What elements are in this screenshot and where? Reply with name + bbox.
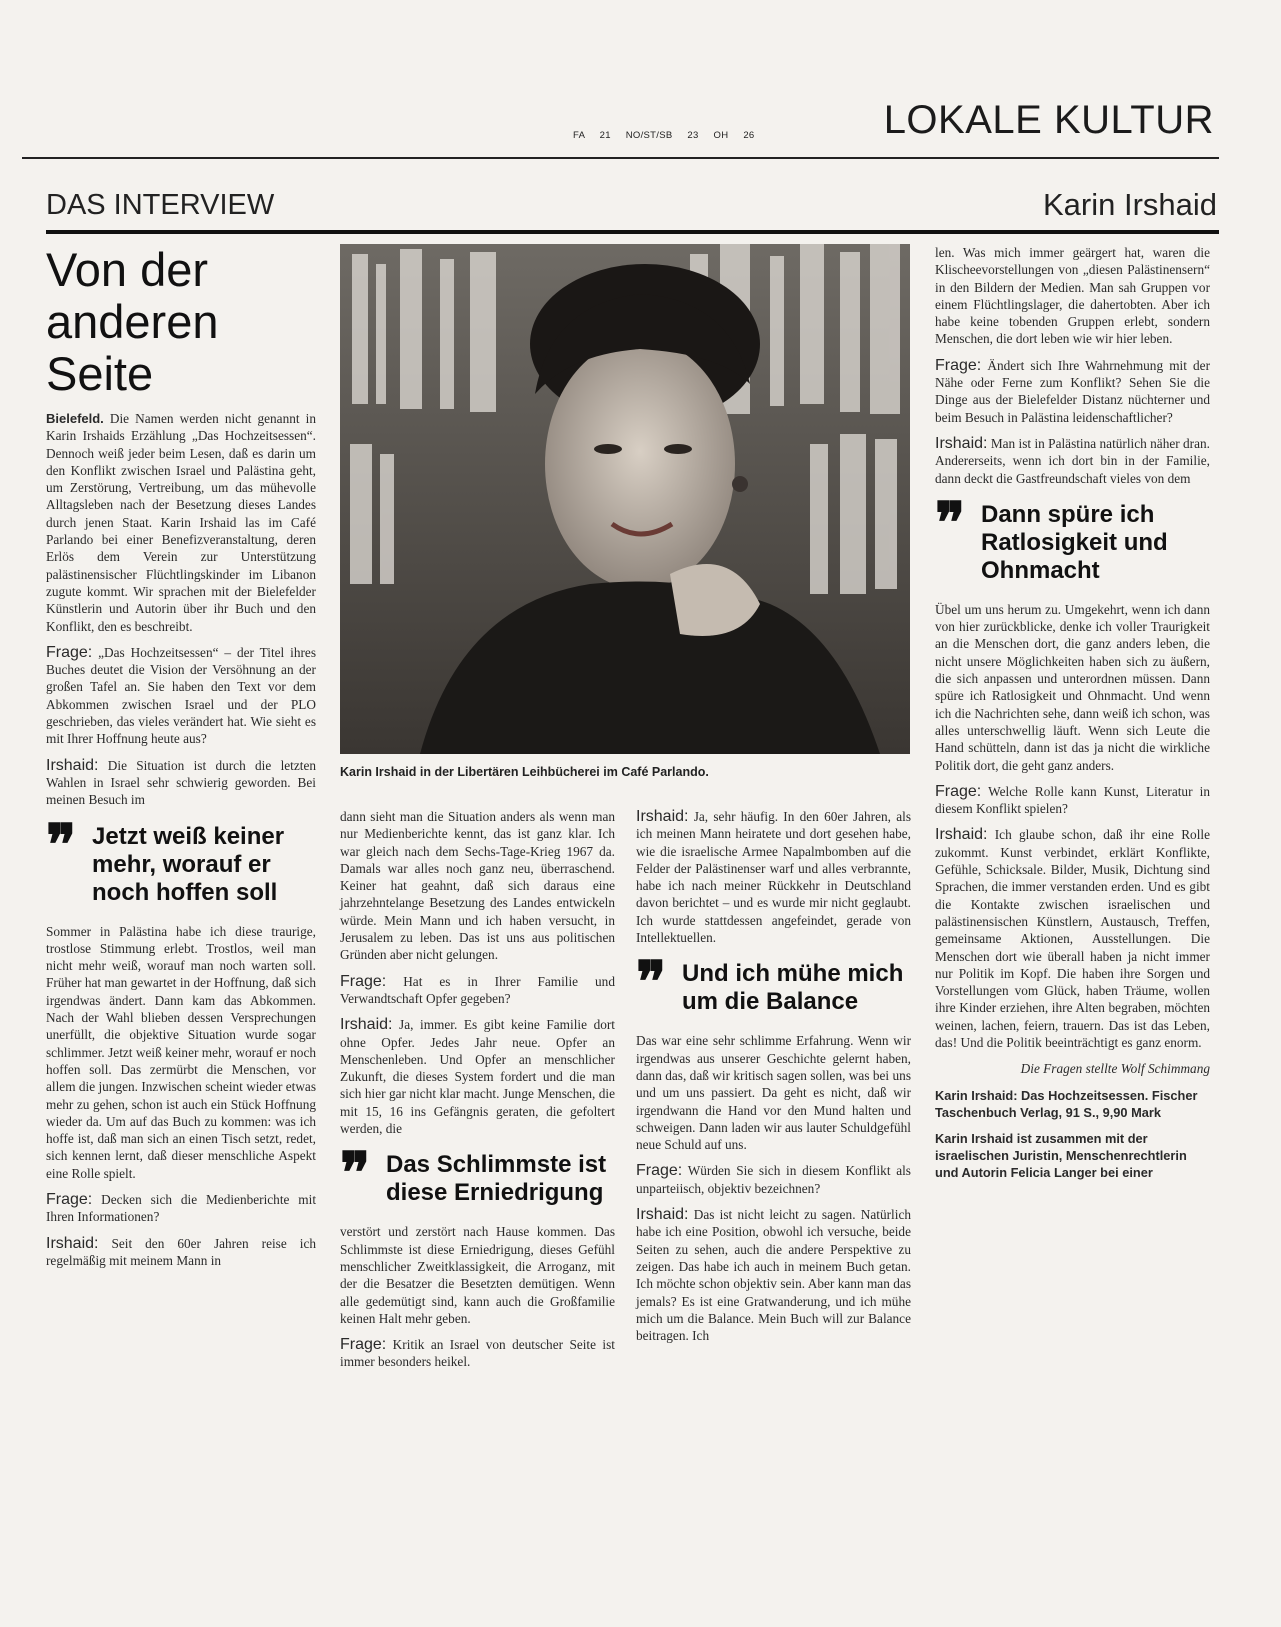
paragraph: Übel um uns herum zu. Umgekehrt, wenn ich dann von hier zurückblicke, denke ich voller Traurigkeit an die Menschen dort, die ganz anders leben, die nicht unsere Möglichkeiten haben sich zu äußern, die sich anpassen und unterordnen müssen. Dann spüre ich Ratlosigkeit und Ohnmacht. Und wenn ich die Nachrichten sehe, dann weiß ich schon, was alles unterschwellig läuft. Wenn sich Leute die Hand schütteln, dann ist das ja nicht die wirkliche Politik dort, die geht ganz anders.	[935, 601, 1210, 773]
interviewer-credit: Die Fragen stellte Wolf Schimmang	[1020, 1061, 1210, 1077]
portrait-photo	[340, 244, 910, 754]
answer-label: Irshaid:	[636, 1206, 689, 1224]
author-name: Karin Irshaid	[1042, 187, 1217, 222]
paragraph: Das war eine sehr schlimme Erfahrung. Wenn wir irgendwas aus unserer Geschichte gelernt haben, dann das, daß wir kritisch sagen sollen, was bei uns und um uns passiert. Da geht es nicht, daß wir irgendwann die Hand vor den Mund halten und schweigen. Dann laden wir aus lauter Schuldgefühl neue Schuld auf uns.	[636, 1033, 911, 1153]
question-label: Frage:	[46, 643, 93, 661]
question-text: Hat es in Ihrer Familie und Verwandtschaft Opfer gegeben?	[340, 973, 615, 1006]
question-4	[340, 1336, 615, 1371]
answer-4	[636, 808, 911, 946]
pull-quote-text: Das Schlimmste ist diese Erniedrigung	[386, 1151, 607, 1207]
question-label: Frage:	[340, 972, 387, 990]
answer-label: Irshaid:	[935, 826, 988, 844]
answer-label: Irshaid:	[46, 1234, 99, 1252]
question-5	[636, 1162, 911, 1197]
question-text: Decken sich die Medienberichte mit Ihren Informationen?	[46, 1191, 317, 1225]
pull-quote	[340, 1140, 615, 1207]
column-3	[636, 808, 911, 1353]
answer-label: Irshaid:	[636, 808, 689, 825]
answer-text: Die Situation ist durch die letzten Wahlen in Israel sehr schwierig geworden. Bei meinen Besuch im	[46, 757, 317, 808]
quote-mark-icon: ❞	[935, 489, 966, 556]
answer-3	[340, 1016, 615, 1137]
pull-quote	[935, 489, 1210, 585]
answer-label: Irshaid:	[46, 756, 99, 774]
paragraph: len. Was mich immer geärgert hat, waren die Klischeevorstellungen von „diesen Palästinensern“ in den Bildern der Medien. Man sah Gruppen vor einem Flüchtlingslager, die dahertobten. Aber ich habe keine tobenden Gruppen erlebt, sondern Menschen, die dort leben wie wir hier leben.	[935, 245, 1210, 347]
answer-label: Irshaid:	[935, 434, 988, 452]
pull-quote-text: Jetzt weiß keiner mehr, worauf er noch hoffen soll	[92, 822, 285, 906]
answer-text: Man ist in Palästina natürlich näher dran. Andererseits, wenn ich dort bin in der Familie, dann deckt die Gastfreundschaft vieles von dem	[935, 435, 1210, 486]
dateline: Bielefeld.	[46, 411, 104, 426]
book-info: Karin Irshaid: Das Hochzeitsessen. Fischer Taschenbuch Verlag, 91 S., 9,90 Mark	[935, 1087, 1198, 1120]
question-label: Frage:	[935, 356, 982, 374]
header-rule	[22, 157, 1219, 159]
answer-text: Das ist nicht leicht zu sagen. Natürlich habe ich eine Position, obwohl ich versuche, beide Seiten zu sehen, auch die andere Perspektive zu zeigen. Das habe ich auch in meinem Buch getan. Ich möchte schon objektiv sein. Aber kann man das jemals? Es ist eine Gratwanderung, und ich mühe mich um die Balance. Mein Buch will zur Balance beitragen. Ich	[636, 1207, 911, 1344]
question-2	[46, 1191, 316, 1226]
paragraph: verstört und zerstört nach Hause kommen. Das Schlimmste ist diese Erniedrigung, dieses Gefühl menschlicher Zweitklassigkeit, die Arroganz, mit der die Besatzer die Besetzten demütigen. Wenn alle gedemütigt sind, kann auch die Großfamilie keinen Halt mehr geben.	[340, 1224, 615, 1326]
quote-mark-icon: ❞	[46, 811, 77, 878]
answer-text: Ich glaube schon, daß ihr eine Rolle zukommt. Kunst verbindet, erklärt Konflikte, Gefühle, Schicksale. Bilder, Musik, Dichtung sind Sprachen, die immer verstanden erden. Und es gibt die Kontakte zwischen israelischen und palästinensischen Künstlern, Austausch, Treffen, gemeinsame Aktionen, Ausstellungen. Die Menschen dort wie überall haben ja nicht immer nur Politik im Kopf. Die haben ihre Sorgen und Vorstellungen vom Glück, haben Träume, wollen ihre Kinder erziehen, ihre Alten begraben, möchten weinen, lachen, feiern, trauern. Das ist das Leben, das! Und die Politik beeinträchtigt es ganz enorm.	[935, 827, 1210, 1050]
question-label: Frage:	[340, 1336, 387, 1354]
question-text: Würden Sie sich in diesem Konflikt als unparteiisch, objektiv bezeichnen?	[636, 1163, 911, 1196]
column-2	[340, 808, 615, 1380]
pull-quote	[636, 949, 911, 1016]
column-1	[46, 410, 316, 1278]
paragraph: dann sieht man die Situation anders als wenn man nur Medienberichte kennt, das ist ganz klar. Ich war gleich nach dem Sechs-Tage-Krieg 1967 da. Damals war alles noch ganz neu, überraschend. Keiner hat geahnt, daß sich daraus eine jahrzehntelange Besetzung des Landes entwickeln würde. Mein Mann und ich haben versucht, in Jerusalem zu leben. Das ist uns aus politischen Gründen aber nicht gelungen.	[340, 809, 615, 963]
lead-text: Die Namen werden nicht genannt in Karin Irshaids Erzählung „Das Hochzeitsessen“. Dennoch weiß jeder beim Lesen, daß es darin um den Konflikt zwischen Israel und Palästina geht, um Zerstörung, Vertreibung, um das mühevolle Alltagsleben nach der Besetzung dieses Landes durch jenen Staat. Karin Irshaid las im Café Parlando bei einer Benefizveranstaltung, deren Erlös dem Verein zur Unterstützung palästinensischer Flüchtlingskinder im Libanon zugute kommt. Wir sprachen mit der Bielefelder Künstlerin und Autorin über ihr Buch und den Konflikt, den es beschreibt.	[46, 411, 316, 634]
headline: Von der anderen Seite	[46, 243, 219, 400]
question-text: Ändert sich Ihre Wahrnehmung mit der Nähe oder Ferne zum Konflikt? Sehen Sie die Dinge aus der Bielefelder Distanz nüchterner und beim Besuch in Palästina leidenschaftlicher?	[935, 357, 1211, 425]
question-1	[46, 644, 316, 748]
pull-quote	[46, 811, 316, 907]
author-info: Karin Irshaid ist zusammen mit der israelischen Juristin, Menschenrechtlerin und Autorin Felicia Langer bei einer	[935, 1130, 1187, 1180]
portrait-illustration	[340, 244, 910, 754]
kicker: DAS INTERVIEW	[46, 189, 275, 221]
pull-quote-text: Und ich mühe mich um die Balance	[682, 960, 904, 1016]
answer-5	[636, 1206, 911, 1344]
question-label: Frage:	[935, 782, 982, 800]
question-text: Welche Rolle kann Kunst, Literatur in diesem Konflikt spielen?	[935, 783, 1210, 817]
answer-text: Ja, sehr häufig. In den 60er Jahren, als ich meinen Mann heiratete und dort gesehen habe, wie die israelische Armee Napalmbomben auf die Felder der Palästinenser warf und alles verbrannte, habe ich nach meiner Rückkehr in Deutschland davon berichtet – und es wurde mir nicht geglaubt. Ich wurde stattdessen angefeindet, gerade von Intellektuellen.	[636, 809, 911, 946]
question-7	[935, 783, 1210, 818]
page-codes: FA 21 NO/ST/SB 23 OH 26	[573, 130, 755, 141]
answer-2	[46, 1235, 316, 1270]
answer-1	[46, 757, 316, 809]
title-rule	[46, 230, 1219, 234]
answer-text: Seit den 60er Jahren reise ich regelmäßig mit meinem Mann in	[46, 1235, 316, 1268]
photo-caption: Karin Irshaid in der Libertären Leihbücherei im Café Parlando.	[340, 765, 709, 779]
answer-6	[935, 435, 1210, 487]
quote-mark-icon: ❞	[636, 949, 667, 1016]
answer-label: Irshaid:	[340, 1016, 393, 1034]
column-4	[935, 244, 1210, 1190]
paragraph: Sommer in Palästina habe ich diese traurige, trostlose Stimmung erlebt. Trostlos, weil man nicht mehr weiß, worauf man noch warten soll. Früher hat man gewartet in der Hoffnung, daß sich irgendwas ändert. Dann kam das Abkommen. Nach der Wahl blieben dessen Versprechungen unerfüllt, die objektive Situation wurde sogar schlimmer. Jetzt weiß keiner mehr, worauf er noch hoffen soll. Das zermürbt die Menschen, vor allem die jungen. Inzwischen scheint wieder etwas mehr zu gehen, schon ist auch ein Stück Hoffnung wieder da. Um auf das Buch zu kommen: was ich hoffe ist, daß man sich an einen Tisch setzt, redet, sich kennen lernt, daß dieser menschliche Aspekt eine Rolle spielt.	[46, 923, 316, 1181]
pull-quote-text: Dann spüre ich Ratlosigkeit und Ohnmacht	[981, 500, 1168, 584]
answer-text: Ja, immer. Es gibt keine Familie dort ohne Opfer. Jedes Jahr neue. Opfer an Menschenleben. Und Opfer an menschlicher Zukunft, die dieses System fordert und die man sich hier gar nicht klar macht. Junge Menschen, die mit 15, 16 ins Gefängnis geraten, die gefoltert werden, die	[340, 1017, 615, 1137]
section-title: LOKALE KULTUR	[883, 98, 1214, 142]
answer-7	[935, 826, 1210, 1051]
question-label: Frage:	[636, 1162, 683, 1180]
lead-paragraph	[46, 410, 316, 635]
question-text: „Das Hochzeitsessen“ – der Titel ihres Buches deutet die Vision der Versöhnung an der großen Tafel an. Sie haben den Text vor dem Abkommen zwischen Israel und der PLO geschrieben, das vieles verändert hat. Wie sieht es mit Ihrer Hoffnung heute aus?	[46, 644, 316, 747]
question-text: Kritik an Israel von deutscher Seite ist immer besonders heikel.	[340, 1337, 615, 1370]
question-3	[340, 973, 615, 1008]
question-label: Frage:	[46, 1190, 93, 1208]
question-6	[935, 357, 1210, 426]
quote-mark-icon: ❞	[340, 1140, 371, 1207]
